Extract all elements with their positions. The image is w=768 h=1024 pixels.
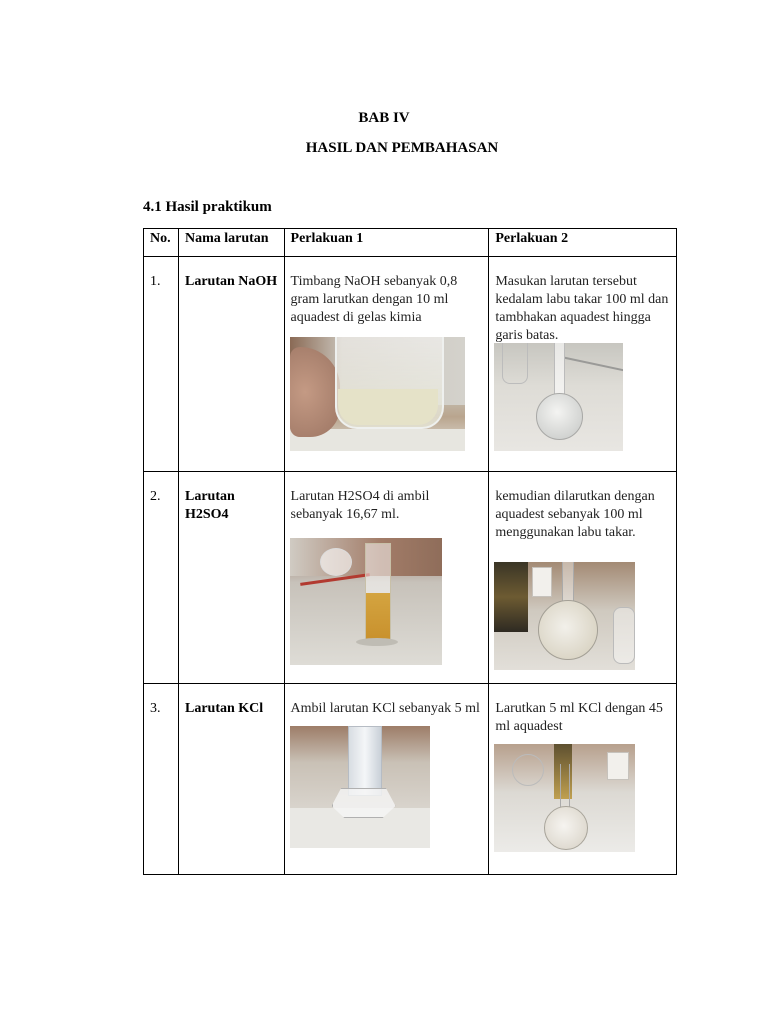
header-perlakuan-1: Perlakuan 1	[284, 229, 489, 257]
treatment-1-text: Larutan H2SO4 di ambil sebanyak 16,67 ml.	[290, 489, 430, 522]
treatment-2-text: Larutkan 5 ml KCl dengan 45 ml aquadest	[495, 701, 663, 734]
treatment-1-cell	[284, 472, 489, 684]
chapter-number: BAB IV	[358, 110, 410, 126]
solution-name: Larutan KCl	[178, 684, 284, 875]
treatment-1-text: Ambil larutan KCl sebanyak 5 ml	[290, 701, 480, 716]
chapter-title: HASIL DAN PEMBAHASAN	[305, 140, 499, 156]
measuring-cylinder-photo	[290, 726, 430, 848]
treatment-2-text: kemudian dilarutkan dengan aquadest sebanyak 100 ml menggunakan labu takar.	[495, 489, 655, 540]
header-no: No.	[144, 229, 179, 257]
table-row	[144, 257, 677, 472]
treatment-1-cell	[284, 257, 489, 472]
volumetric-flask-photo	[494, 562, 635, 670]
treatment-2-cell	[489, 257, 677, 472]
table-row	[144, 472, 677, 684]
volumetric-flask-photo	[494, 744, 635, 852]
solution-name: Larutan NaOH	[178, 257, 284, 472]
table-header-row	[144, 229, 677, 257]
treatment-2-cell	[489, 472, 677, 684]
treatment-1-text: Timbang NaOH sebanyak 0,8 gram larutkan dengan 10 ml aquadest di gelas kimia	[290, 274, 458, 325]
row-number: 2.	[144, 472, 179, 684]
treatment-2-text: Masukan larutan tersebut kedalam labu takar 100 ml dan tambhakan aquadest hingga garis batas.	[495, 274, 669, 343]
header-name: Nama larutan	[178, 229, 284, 257]
measuring-cylinder-photo	[290, 538, 442, 665]
treatment-1-cell	[284, 684, 489, 875]
results-table	[143, 228, 677, 875]
table-row	[144, 684, 677, 875]
solution-name: Larutan H2SO4	[178, 472, 284, 684]
row-number: 1.	[144, 257, 179, 472]
beaker-photo	[290, 337, 465, 451]
volumetric-flask-photo	[494, 343, 623, 451]
section-title: 4.1 Hasil praktikum	[143, 199, 272, 215]
treatment-2-cell	[489, 684, 677, 875]
row-number: 3.	[144, 684, 179, 875]
header-perlakuan-2: Perlakuan 2	[489, 229, 677, 257]
